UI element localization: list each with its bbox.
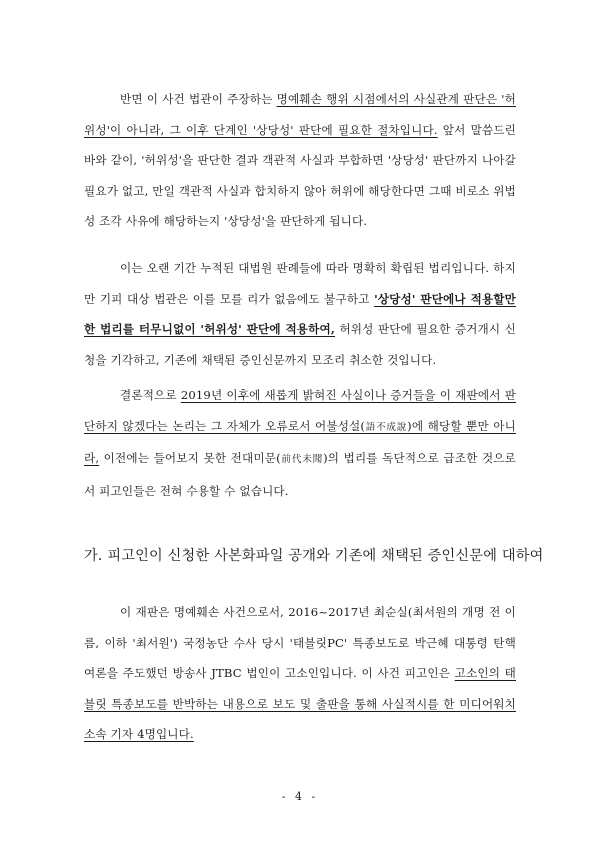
paragraph-2: [84, 253, 516, 375]
paragraph-3-hanja-b: 前代未聞: [280, 454, 324, 465]
paragraph-1: [84, 84, 516, 237]
paragraph-3-underlined-text-b: )에 해당할 뿐만 아니라,: [84, 418, 516, 465]
paragraph-3-underlined-text-a: 2019년 이후에 새롭게 밝혀진 사실이나 증거들을 이 재판에서 판단하지 않겠다는 논리는 그 자체가 오류로서 어불성설(: [84, 388, 516, 433]
paragraph-2-text-a: 이는 오랜 기간 누적된 대법원 판례들에 따라 명확히 확립된 법리입니다. 하지만 기피 대상 법관은 이를 모를 리가 없음에도 불구하고: [84, 261, 516, 306]
paragraph-3-text-b: 이전에는 들어보지 못한 전대미문(: [99, 451, 281, 465]
paragraph-3-text-a: 결론적으로: [120, 388, 181, 402]
page-number: - 4 -: [281, 790, 319, 803]
paragraph-3-text-c: )의 법리를 독단적으로 급조한 것으로서 피고인들은 전혀 수용할 수 없습니다.: [84, 451, 516, 498]
paragraph-2-bold-underlined-text: '상당성' 판단에나 적용할만한 법리를 터무니없이 '허위성' 판단에 적용하여,: [84, 291, 516, 336]
paragraph-4-underlined-text: 고소인의 태블릿 특종보도를 반박하는 내용으로 보도 및 출판을 통해 사실적시를 한 미디어워치 소속 기자 4명입니다.: [84, 666, 516, 741]
paragraph-2-text-b: 허위성 판단에 필요한 증거개시 신청을 기각하고, 기존에 채택된 증인신문까지 모조리 취소한 것입니다.: [84, 322, 516, 367]
paragraph-3-hanja-a: 語不成說: [365, 421, 408, 433]
paragraph-4: [84, 597, 516, 750]
paragraph-1-underlined-text: 명예훼손 행위 시점에서의 사실관계 판단은 '허위성'이 아니라, 그 이후 단계인 '상당성' 판단에 필요한 절차입니다.: [84, 92, 516, 137]
paragraph-1-text-a: 반면 이 사건 법관이 주장하는: [120, 92, 277, 106]
section-heading: 가. 피고인이 신청한 사본화파일 공개와 기존에 채택된 증인신문에 대하여: [84, 548, 544, 564]
paragraph-3: [84, 380, 516, 506]
paragraph-4-text-a: 이 재판은 명예훼손 사건으로서, 2016~2017년 최순실(최서원의 개명 전 이름, 이하 '최서원') 국정농단 수사 당시 '태블릿PC' 특종보도로 박근혜 대통령 탄핵 여론을 주도했던 방송사 JTBC 법인이 고소인입니다. 이 사건 피고인은: [84, 605, 516, 680]
paragraph-1-text-b: 앞서 말씀드린 바와 같이, '허위성'을 판단한 결과 객관적 사실과 부합하면 '상당성' 판단까지 나아갈 필요가 없고, 만일 객관적 사실과 합치하지 않아 허위에 해당한다면 그때 비로소 위법성 조각 사유에 해당하는지 '상당성'을 판단하게 됩니다.: [84, 122, 516, 228]
